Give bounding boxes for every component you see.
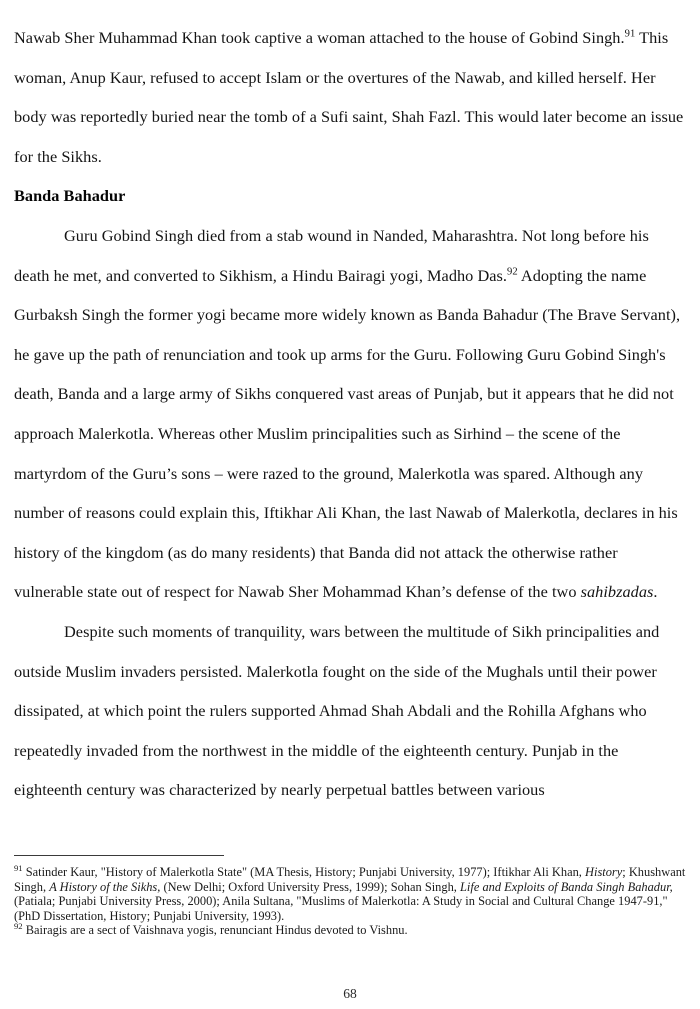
footnote-list [14, 862, 690, 938]
footnote-marker: 91 [14, 862, 23, 873]
document-body [14, 18, 688, 810]
page-number: 68 [343, 986, 357, 1001]
italic-text: sahibzadas [580, 582, 654, 602]
paragraph-nawab-sher-muhammad-khan: Nawab Sher Muhammad Khan took captive a woman attached to the house of Gobind Singh.$^{91}$ This woman, Anup Kaur, refused to accept Islam or the overtures of the Nawab, and killed herself. Her body was reportedly buried near the tomb of a Sufi saint, Shah Fazl. This would later become an issue for the Sikhs. [14, 28, 684, 166]
footnote-entry: $^{92}$ Bairagis are a sect of Vaishnava yogis, renunciant Hindus devoted to Vishnu. [14, 921, 408, 938]
footnote-reference[interactable]: 92 [507, 266, 518, 278]
footnote-entry: $^{91}$ Satinder Kaur, "History of Malerkotla State" (MA Thesis, History; Punjabi University, 1977); Iftikhar Ali Khan, History; Khushwant Singh, A History of the Sikhs, (New Delhi; Oxford University Press, 1999); Sohan Singh, Life and Exploits of Banda Singh Bahadur, (Patiala; Punjabi University Press, 2000); Anila Sultana, "Muslims of Malerkotla: A Study in Social and Cultural Change 1947-91,"(PhD Dissertation, History; Punjabi University, 1993). [14, 862, 686, 923]
paragraph-banda-bahadur: Guru Gobind Singh died from a stab wound in Nanded, Maharashtra. Not long before his death he met, and converted to Sikhism, a Hindu Bairagi yogi, Madho Das.$^{92}$ Adopting the name Gurbaksh Singh the former yogi became more widely known as Banda Bahadur (The Brave Servant), he gave up the path of renunciation and took up arms for the Guru. Following Guru Gobind Singh's death, Banda and a large army of Sikhs conquered vast areas of Punjab, but it appears that he did not approach Malerkotla. Whereas other Muslim principalities such as Sirhind – the scene of the martyrdom of the Guru’s sons – were razed to the ground, Malerkotla was spared. Although any number of reasons could explain this, Iftikhar Ali Khan, the last Nawab of Malerkotla, declares in his history of the kingdom (as do many residents) that Banda did not attack the otherwise rather vulnerable state out of respect for Nawab Sher Mohammad Khan’s defense of the two sahibzadas. [14, 225, 681, 602]
footnote-area [14, 855, 690, 938]
footnote-marker: 92 [14, 921, 23, 932]
paragraph-sikh-principalities: Despite such moments of tranquility, wars between the multitude of Sikh principalities and outside Muslim invaders persisted. Malerkotla fought on the side of the Mughals until their power dissipated, at which point the rulers supported Ahmad Shah Abdali and the Rohilla Afghans who repeatedly invaded from the northwest in the middle of the eighteenth century. Punjab in the eighteenth century was characterized by nearly perpetual battles between various [14, 621, 660, 800]
footnote-reference[interactable]: 91 [624, 28, 636, 40]
italic-text: A History of the Sikhs, [49, 879, 161, 894]
footnote-separator-rule [14, 855, 224, 856]
italic-text: Life and Exploits of Banda Singh Bahadur, [460, 879, 673, 894]
italic-text: History [585, 865, 623, 879]
section-heading-banda-bahadur: Banda Bahadur [14, 186, 126, 206]
